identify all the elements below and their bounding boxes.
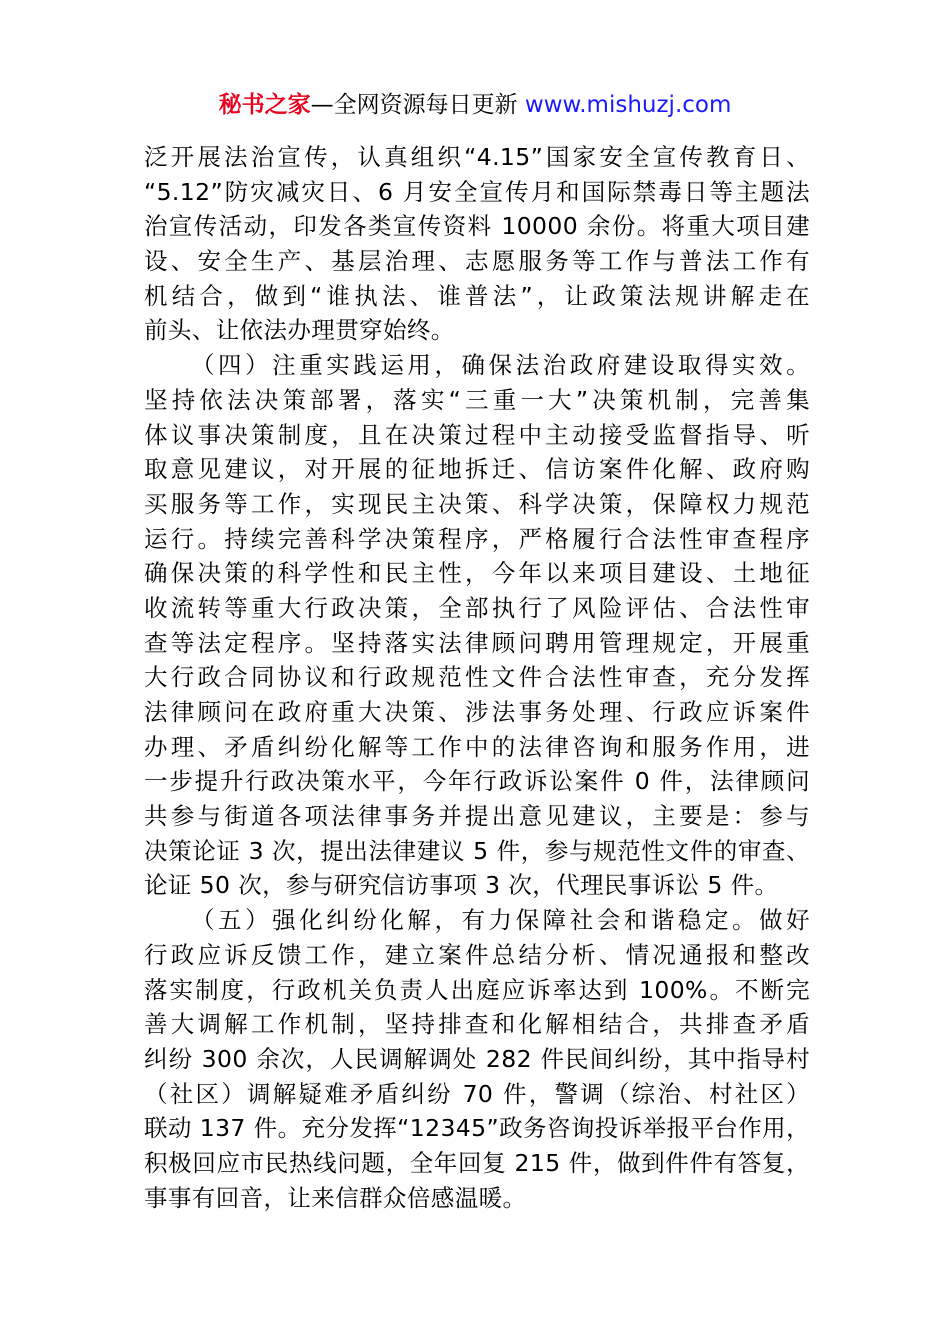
text-line: 一步提升行政决策水平，今年行政诉讼案件 0 件，法律顾问	[144, 767, 810, 796]
text-line: 联动 137 件。充分发挥“12345”政务咨询投诉举报平台作用，	[144, 1114, 810, 1143]
text-line: 泛开展法治宣传，认真组织“4.15”国家安全宣传教育日、	[144, 143, 810, 171]
text-line: “5.12”防灾减灾日、6 月安全宣传月和国际禁毒日等主题法	[144, 177, 810, 206]
text-line: 运行。持续完善科学决策程序，严格履行合法性审查程序	[144, 524, 810, 553]
text-line: 决策论证 3 次，提出法律建议 5 件，参与规范性文件的审查、	[144, 836, 810, 865]
text-line: 前头、让依法办理贯穿始终。	[144, 316, 455, 345]
text-line: 买服务等工作，实现民主决策、科学决策，保障权力规范	[144, 489, 810, 518]
paragraph-first-line: （五）强化纠纷化解，有力保障社会和谐稳定。做好	[191, 906, 810, 935]
text-line: 落实制度，行政机关负责人出庭应诉率达到 100%。不断完	[144, 975, 810, 1004]
text-line: 取意见建议，对开展的征地拆迁、信访案件化解、政府购	[144, 455, 810, 484]
text-line: 善大调解工作机制，坚持排查和化解相结合，共排查矛盾	[144, 1010, 810, 1039]
text-line: 机结合，做到“谁执法、谁普法”，让政策法规讲解走在	[144, 281, 810, 310]
text-line: 收流转等重大行政决策，全部执行了风险评估、合法性审	[144, 593, 810, 622]
text-line: 体议事决策制度，且在决策过程中主动接受监督指导、听	[144, 420, 810, 449]
site-url-link[interactable]: www.mishuzj.com	[524, 92, 732, 118]
site-tagline: —全网资源每日更新	[310, 92, 525, 118]
text-line: 坚持依法决策部署，落实“三重一大”决策机制，完善集	[144, 385, 810, 414]
text-line: 办理、矛盾纠纷化解等工作中的法律咨询和服务作用，进	[144, 732, 810, 761]
text-line: 论证 50 次，参与研究信访事项 3 次，代理民事诉讼 5 件。	[144, 871, 779, 900]
text-line: 查等法定程序。坚持落实法律顾问聘用管理规定，开展重	[144, 628, 810, 657]
text-line: 行政应诉反馈工作，建立案件总结分析、情况通报和整改	[144, 940, 810, 969]
site-brand: 秘书之家	[218, 92, 311, 118]
text-line: （社区）调解疑难矛盾纠纷 70 件，警调（综治、村社区）	[144, 1079, 810, 1108]
document-body	[144, 140, 810, 1215]
text-line: 共参与街道各项法律事务并提出意见建议，主要是：参与	[144, 802, 810, 831]
text-line: 设、安全生产、基层治理、志愿服务等工作与普法工作有	[144, 247, 810, 276]
text-line: 法律顾问在政府重大决策、涉法事务处理、行政应诉案件	[144, 698, 810, 726]
text-line: 积极回应市民热线问题，全年回复 215 件，做到件件有答复，	[144, 1148, 810, 1177]
text-line: 治宣传活动，印发各类宣传资料 10000 余份。将重大项目建	[144, 212, 810, 241]
text-line: 确保决策的科学性和民主性，今年以来项目建设、土地征	[144, 559, 810, 588]
page-header	[0, 88, 950, 122]
text-line: 事事有回音，让来信群众倍感温暖。	[144, 1183, 527, 1212]
text-line: 纠纷 300 余次，人民调解调处 282 件民间纠纷，其中指导村	[144, 1044, 810, 1073]
paragraph-first-line: （四）注重实践运用，确保法治政府建设取得实效。	[191, 351, 810, 380]
text-line: 大行政合同协议和行政规范性文件合法性审查，充分发挥	[144, 663, 810, 692]
